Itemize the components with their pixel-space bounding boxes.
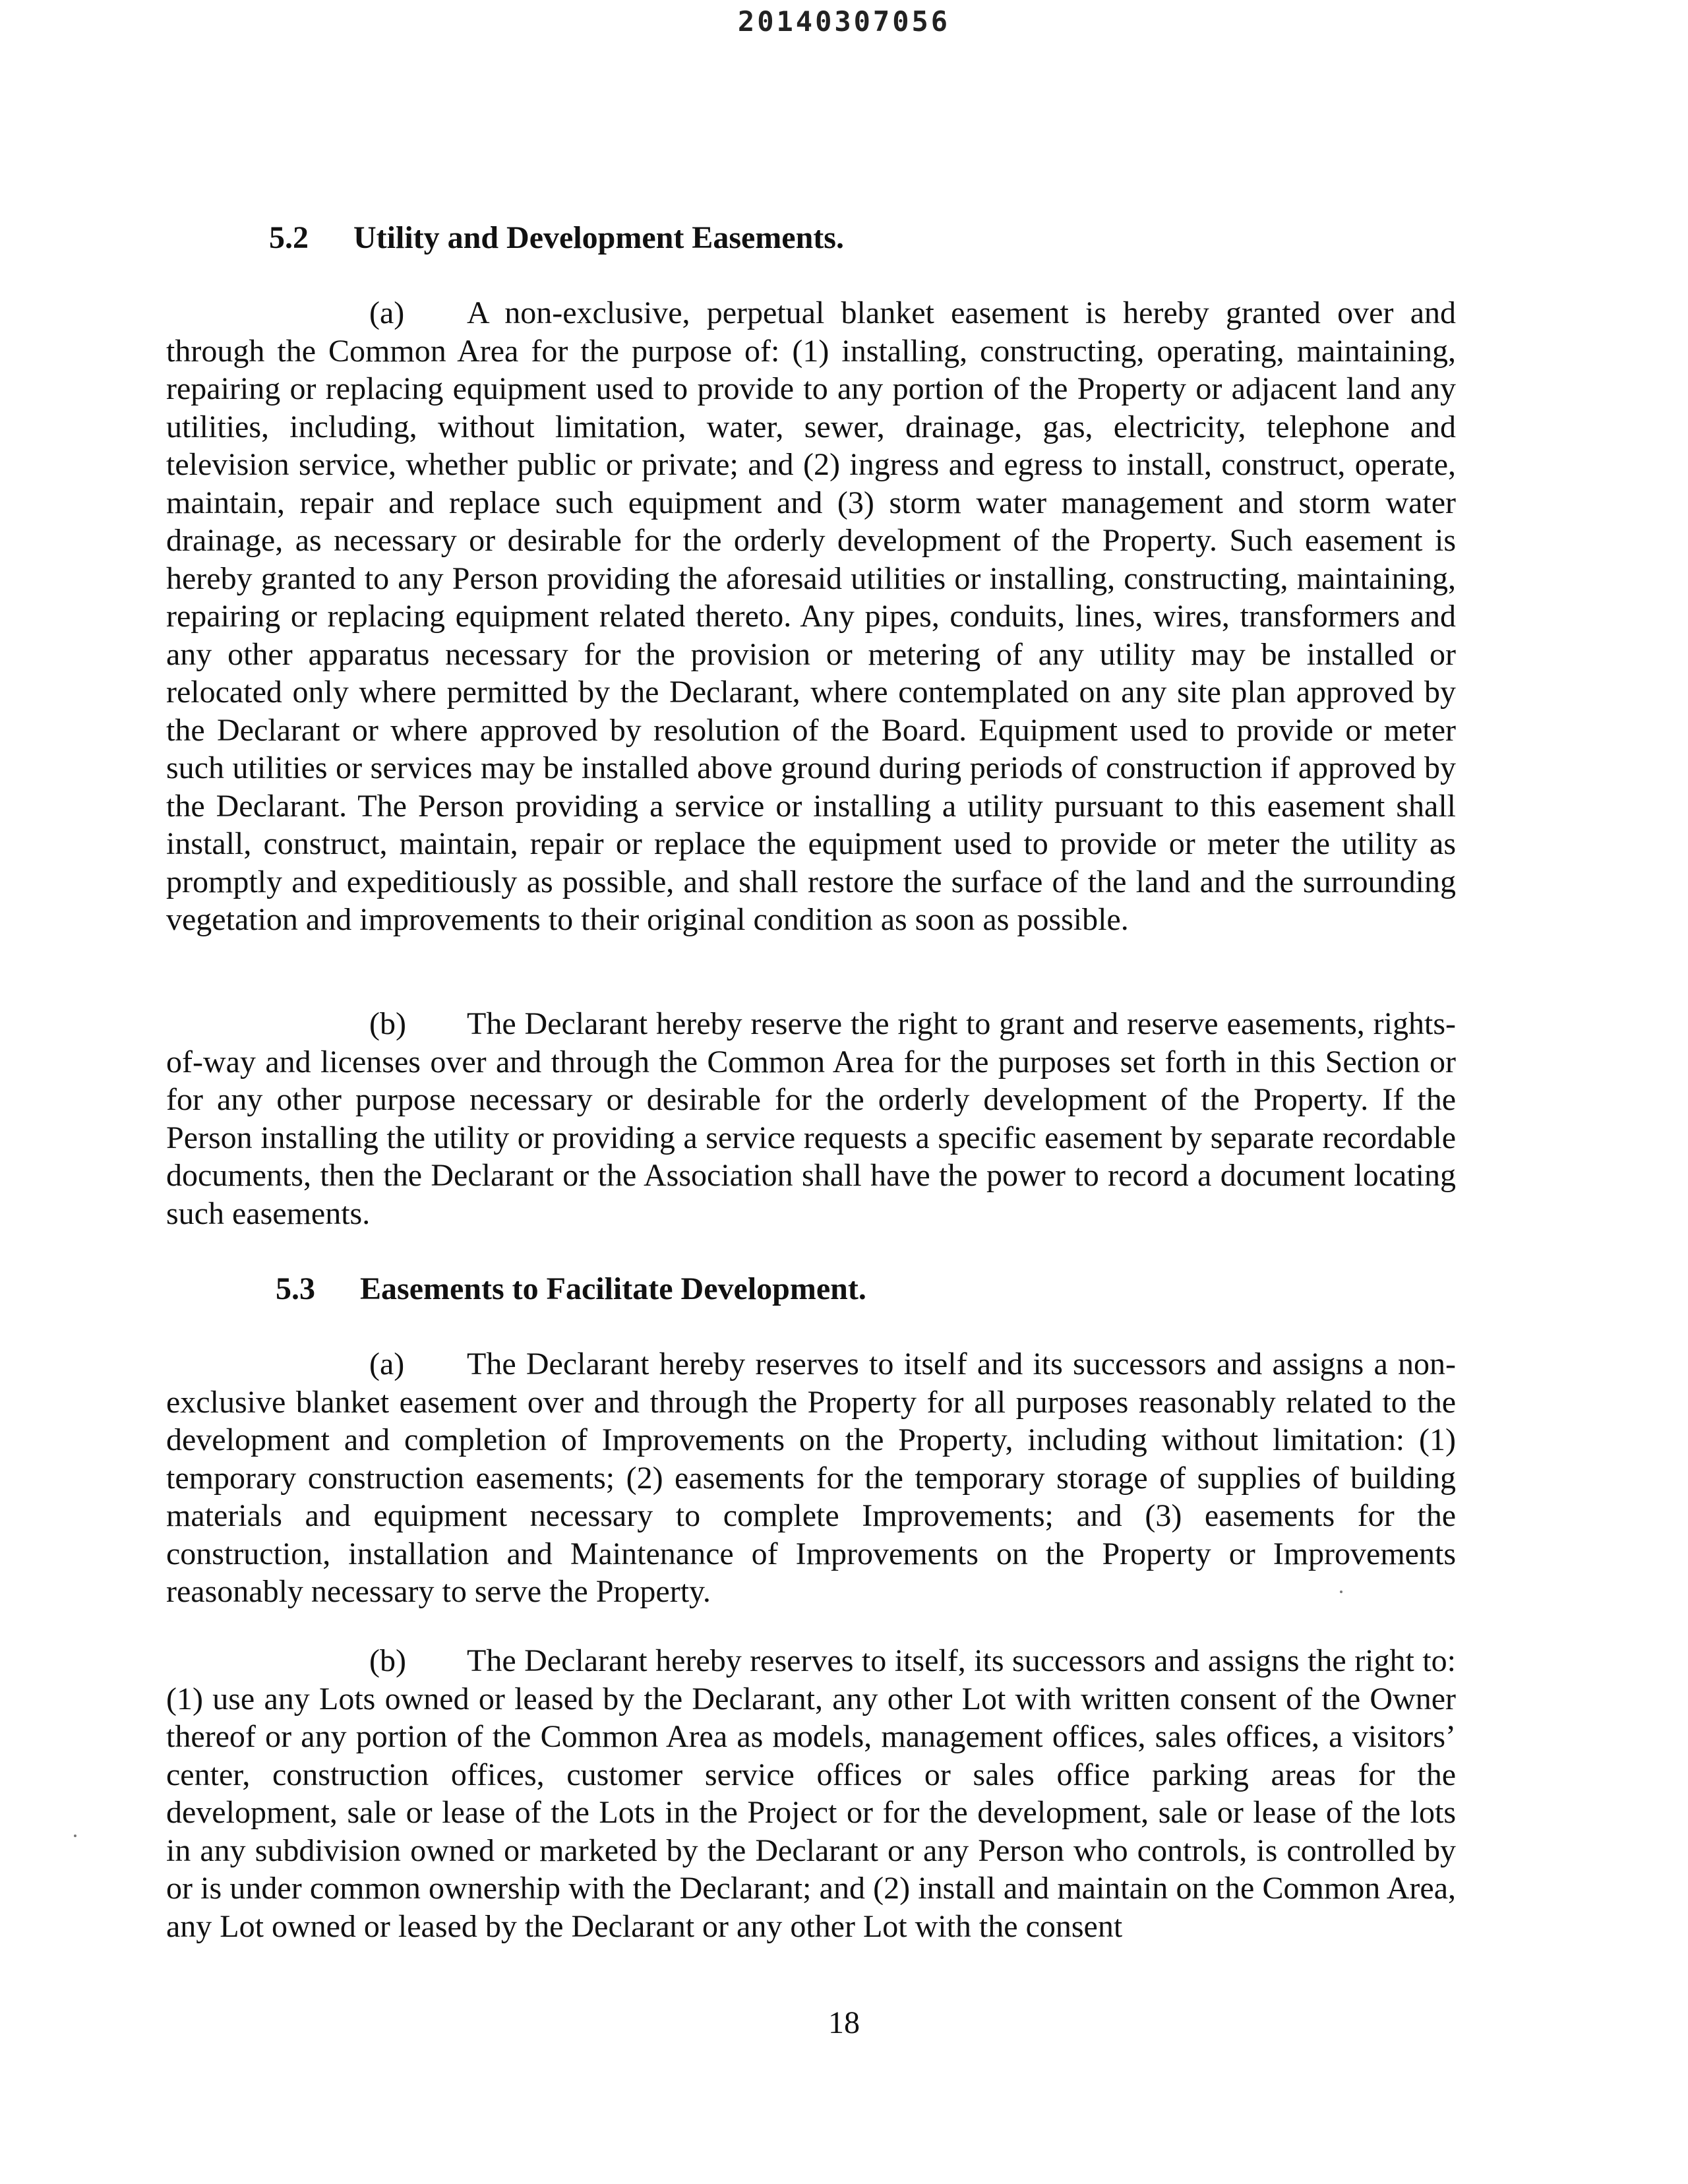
section-5-3-title: Easements to Facilitate Development. <box>360 1271 866 1306</box>
section-5-2-heading <box>269 219 844 257</box>
paragraph-label: (a) <box>369 1347 405 1381</box>
page-number: 18 <box>828 2005 860 2040</box>
section-5-3-number: 5.3 <box>276 1271 315 1306</box>
paragraph-text: The Declarant hereby reserve the right to grant and reserve easements, rights-of-way and licenses over and through the Common Area for the purposes set forth in this Section or for any other purpose necessary or desirable for the orderly development of the Property. If the Person installing the utility or providing a service requests a specific easement by separate recordable documents, then the Declarant or the Association shall have the power to record a document locating such easements. <box>166 1006 1456 1231</box>
section-5-2-paragraph-a <box>166 294 1456 939</box>
section-5-2-paragraph-b <box>166 1005 1456 1232</box>
section-5-2-number: 5.2 <box>269 220 309 255</box>
scan-speck <box>74 1835 76 1837</box>
paragraph-text: A non-exclusive, perpetual blanket easement is hereby granted over and through the Common Area for the purpose of: (1) installing, constructing, operating, maintaining, repairing or replacing equipment used to provide to any portion of the Property or adjacent land any utilities, including, without limitation, water, sewer, drainage, gas, electricity, telephone and television service, whether public or private; and (2) ingress and egress to install, construct, operate, maintain, repair and replace such equipment and (3) storm water management and storm water drainage, as necessary or desirable for the orderly development of the Property. Such easement is hereby granted to any Person providing the aforesaid utilities or installing, constructing, maintaining, repairing or replacing equipment related thereto. Any pipes, conduits, lines, wires, transformers and any other apparatus necessary for the provision or metering of any utility may be installed or relocated only where permitted by the Declarant, where contemplated on any site plan approved by the Declarant or where approved by resolution of the Board. Equipment used to provide or meter such utilities or services may be installed above ground during periods of construction if approved by the Declarant. The Person providing a service or installing a utility pursuant to this easement shall install, construct, maintain, repair or replace the equipment used to provide or meter the utility as promptly and expeditiously as possible, and shall restore the surface of the land and the surrounding vegetation and improvements to their original condition as soon as possible. <box>166 295 1456 937</box>
paragraph-text: The Declarant hereby reserves to itself and its successors and assigns a non-exclusive blanket easement over and through the Property for all purposes reasonably related to the development and completion of Improvements on the Property, including without limitation: (1) temporary construction easements; (2) easements for the temporary storage of supplies of building materials and equipment necessary to complete Improvements; and (3) easements for the construction, installation and Maintenance of Improvements on the Property or Improvements reasonably necessary to serve the Property. <box>166 1347 1456 1609</box>
section-5-2-title: Utility and Development Easements. <box>353 220 844 255</box>
paragraph-label: (b) <box>369 1643 406 1678</box>
section-5-3-heading <box>276 1270 866 1308</box>
document-number: 20140307056 <box>737 5 951 38</box>
scan-speck <box>1340 1591 1342 1593</box>
paragraph-text: The Declarant hereby reserves to itself, its successors and assigns the right to: (1) use any Lots owned or leased by the Declarant, any other Lot with written consent of the Owner thereof or any portion of the Common Area as models, management offices, sales offices, a visitors’ center, construction offices, customer service offices or sales office parking areas for the development, sale or lease of the Lots in the Project or for the development, sale or lease of the lots in any subdivision owned or marketed by the Declarant or any Person who controls, is controlled by or is under common ownership with the Declarant; and (2) install and maintain on the Common Area, any Lot owned or leased by the Declarant or any other Lot with the consent <box>166 1643 1456 1944</box>
paragraph-label: (b) <box>369 1006 406 1041</box>
section-5-3-paragraph-a <box>166 1345 1456 1611</box>
paragraph-label: (a) <box>369 295 405 330</box>
section-5-3-paragraph-b <box>166 1642 1456 1945</box>
